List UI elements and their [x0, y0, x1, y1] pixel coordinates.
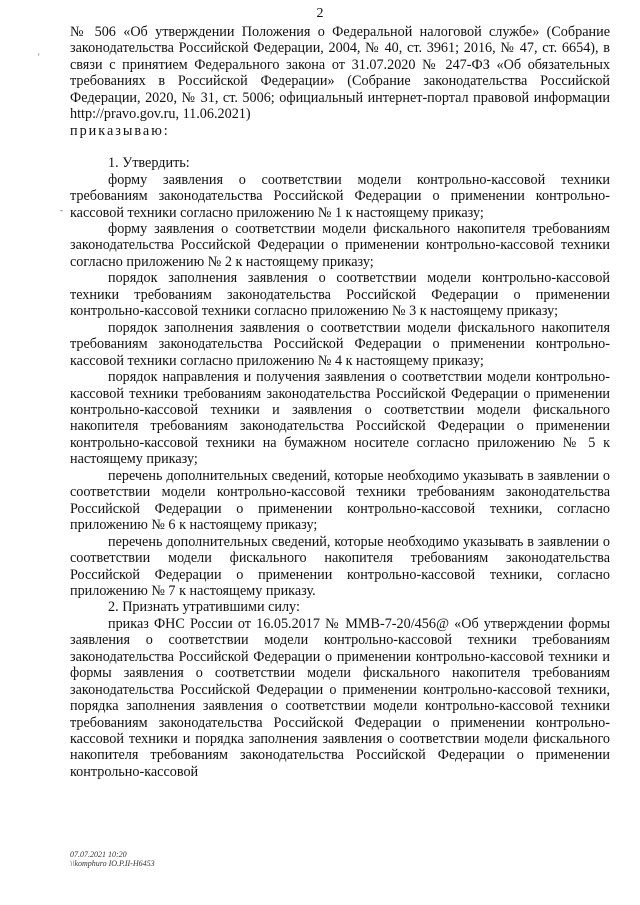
margin-mark: ': [38, 52, 40, 62]
section-1-item-3: порядок заполнения заявления о соответствии модели контрольно-кассовой техники требованиям законодательства Российской Федерации о применении контрольно-кассовой техники согласно приложению № 3 к настоящему приказу;: [70, 270, 610, 320]
section-1-item-2: форму заявления о соответствии модели фискального накопителя требованиям законодательства Российской Федерации о применении контрольно-кассовой техники согласно приложению № 2 к настоящему приказу;: [70, 220, 610, 270]
document-footer: [70, 850, 155, 868]
section-2-item-1: приказ ФНС России от 16.05.2017 № ММВ-7-20/456@ «Об утверждении формы заявления о соответствии модели контрольно-кассовой техники требованиям законодательства Российской Федерации о применении контрольно-кассовой техники и формы заявления о соответствии модели фискального накопителя требованиям законодательства Российской Федерации о применении контрольно-кассовой техники, порядка заполнения заявления о соответствии модели контрольно-кассовой техники требованиям законодательства Российской Федерации о применении контрольно-кассовой техники и порядка заполнения заявления о соответствии модели фискального накопителя требованиям законодательства Российской Федерации о применении контрольно-кассовой: [70, 615, 610, 780]
section-1-item-1: форму заявления о соответствии модели контрольно-кассовой техники требованиям законодательства Российской Федерации о применении контрольно-кассовой техники согласно приложению № 1 к настоящему приказу;: [70, 171, 610, 221]
section-2-heading: 2. Признать утратившими силу:: [108, 599, 300, 616]
page-number: 2: [316, 6, 324, 21]
footer-file-path: \\komphuro IO.P.II-H6453: [70, 859, 155, 868]
section-1-item-6: перечень дополнительных сведений, которые необходимо указывать в заявлении о соответствии модели контрольно-кассовой техники требованиям законодательства Российской Федерации о применении контрольно-кассовой техники, согласно приложению № 6 к настоящему приказу;: [70, 467, 610, 534]
section-1-heading: 1. Утвердить:: [108, 155, 190, 172]
footer-timestamp: 07.07.2021 10:20: [70, 850, 127, 859]
section-1-item-4: порядок заполнения заявления о соответствии модели фискального накопителя требованиям законодательства Российской Федерации о применении контрольно-кассовой техники согласно приложению № 4 к настоящему приказу;: [70, 319, 610, 369]
section-1-item-7: перечень дополнительных сведений, которые необходимо указывать в заявлении о соответствии модели фискального накопителя требованиям законодательства Российской Федерации о применении контрольно-кассовой техники, согласно приложению № 7 к настоящему приказу.: [70, 533, 610, 599]
order-word: приказываю:: [70, 122, 170, 139]
section-1-item-5: порядок направления и получения заявления о соответствии модели контрольно-кассовой техники требованиям законодательства Российской Федерации о применении контрольно-кассовой техники и заявления о соответствии модели фискального накопителя требованиям законодательства Российской Федерации о применении контрольно-кассовой техники на бумажном носителе согласно приложению № 5 к настоящему приказу;: [70, 369, 610, 468]
margin-mark: -: [60, 205, 63, 215]
preamble-paragraph: № 506 «Об утверждении Положения о Федеральной налоговой службе» (Собрание законодательства Российской Федерации, 2004, № 40, ст. 3961; 2016, № 47, ст. 6654), в связи с принятием Федерального закона от 31.07.2020 № 247-ФЗ «Об обязательных требованиях в Российской Федерации» (Собрание законодательства Российской Федерации, 2020, № 31, ст. 5006; официальный интернет-портал правовой информации http://pravo.gov.ru, 11.06.2021): [70, 24, 610, 123]
document-body: [70, 24, 610, 780]
